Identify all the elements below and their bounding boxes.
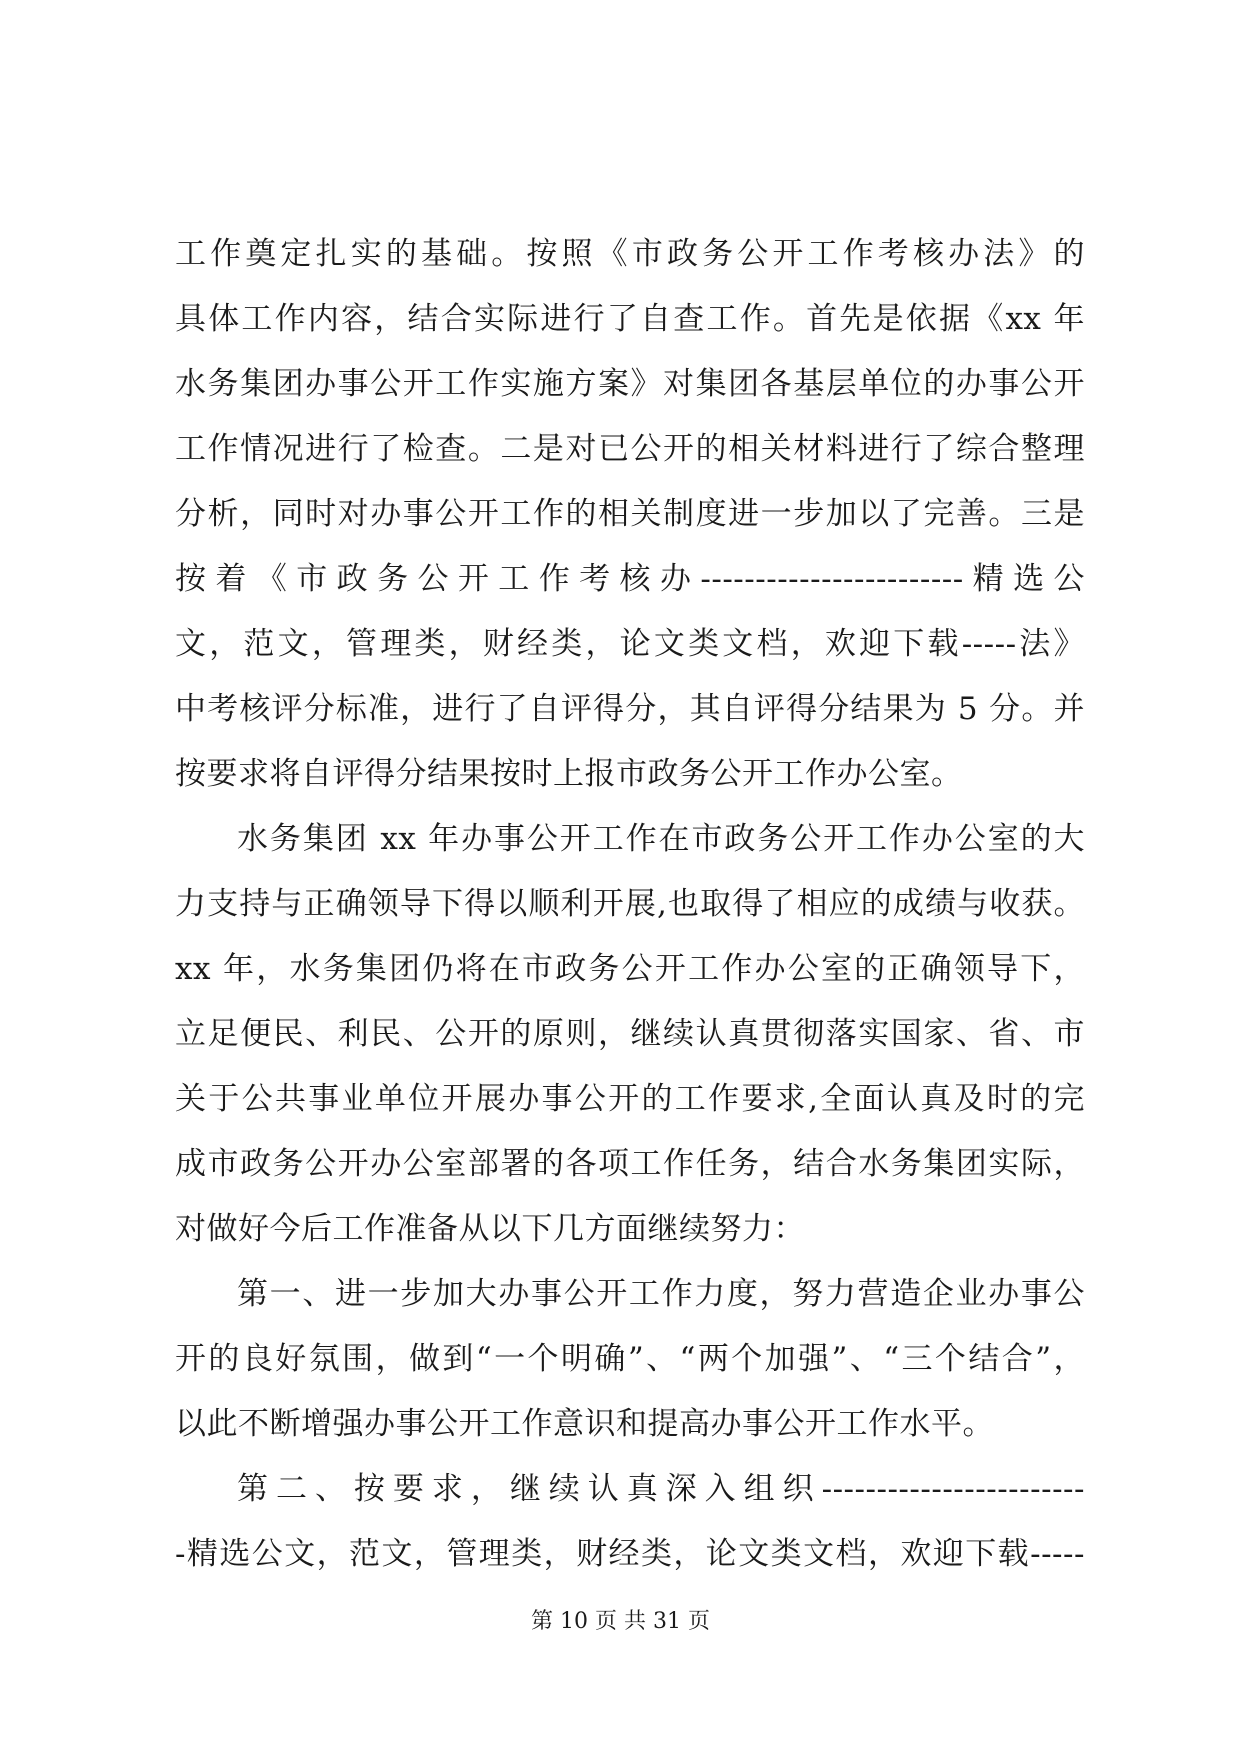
text-line: 水务集团 xx 年办事公开工作在市政务公开工作办公室的大 [237, 821, 1085, 857]
document-body [175, 222, 1085, 1587]
text-line: 开的良好氛围，做到“一个明确”、“两个加强”、“三个结合”， [175, 1341, 1085, 1377]
paragraph-self-inspection [175, 222, 1085, 807]
paragraph-second-point [175, 1457, 1085, 1587]
text-line: 力支持与正确领导下得以顺利开展,也取得了相应的成绩与收获。 [175, 886, 1085, 922]
text-line: 以此不断增强办事公开工作意识和提高办事公开工作水平。 [175, 1406, 994, 1442]
text-line: 按着《市政务公开工作考核办------------------------精选公 [175, 561, 1085, 597]
text-line: 第二、按要求，继续认真深入组织------------------------ [237, 1471, 1085, 1507]
page-number-footer: 第 10 页 共 31 页 [531, 1609, 710, 1634]
text-line: 第一、进一步加大办事公开工作力度，努力营造企业办事公 [237, 1276, 1085, 1312]
text-line: 水务集团办事公开工作实施方案》对集团各基层单位的办事公开 [175, 366, 1085, 402]
text-line: 中考核评分标准，进行了自评得分，其自评得分结果为 5 分。并 [175, 691, 1085, 727]
text-line: 工作情况进行了检查。二是对已公开的相关材料进行了综合整理 [175, 431, 1085, 467]
text-line: 立足便民、利民、公开的原则，继续认真贯彻落实国家、省、市 [175, 1016, 1085, 1052]
text-line: 文，范文，管理类，财经类，论文类文档，欢迎下载-----法》 [175, 626, 1085, 662]
text-line: 具体工作内容，结合实际进行了自查工作。首先是依据《xx 年 [175, 301, 1085, 337]
text-line: 对做好今后工作准备从以下几方面继续努力： [175, 1211, 805, 1247]
text-line: 工作奠定扎实的基础。按照《市政务公开工作考核办法》的 [175, 236, 1085, 272]
paragraph-first-point [175, 1262, 1085, 1457]
text-line: 按要求将自评得分结果按时上报市政务公开工作办公室。 [175, 756, 963, 792]
text-line: 关于公共事业单位开展办事公开的工作要求,全面认真及时的完 [175, 1081, 1085, 1117]
text-line: xx 年，水务集团仍将在市政务公开工作办公室的正确领导下， [175, 951, 1085, 987]
text-line: 分析，同时对办事公开工作的相关制度进一步加以了完善。三是 [175, 496, 1085, 532]
paragraph-next-year-plan [175, 807, 1085, 1262]
text-line: -精选公文，范文，管理类，财经类，论文类文档，欢迎下载----- [175, 1536, 1085, 1572]
text-line: 成市政务公开办公室部署的各项工作任务，结合水务集团实际， [175, 1146, 1085, 1182]
